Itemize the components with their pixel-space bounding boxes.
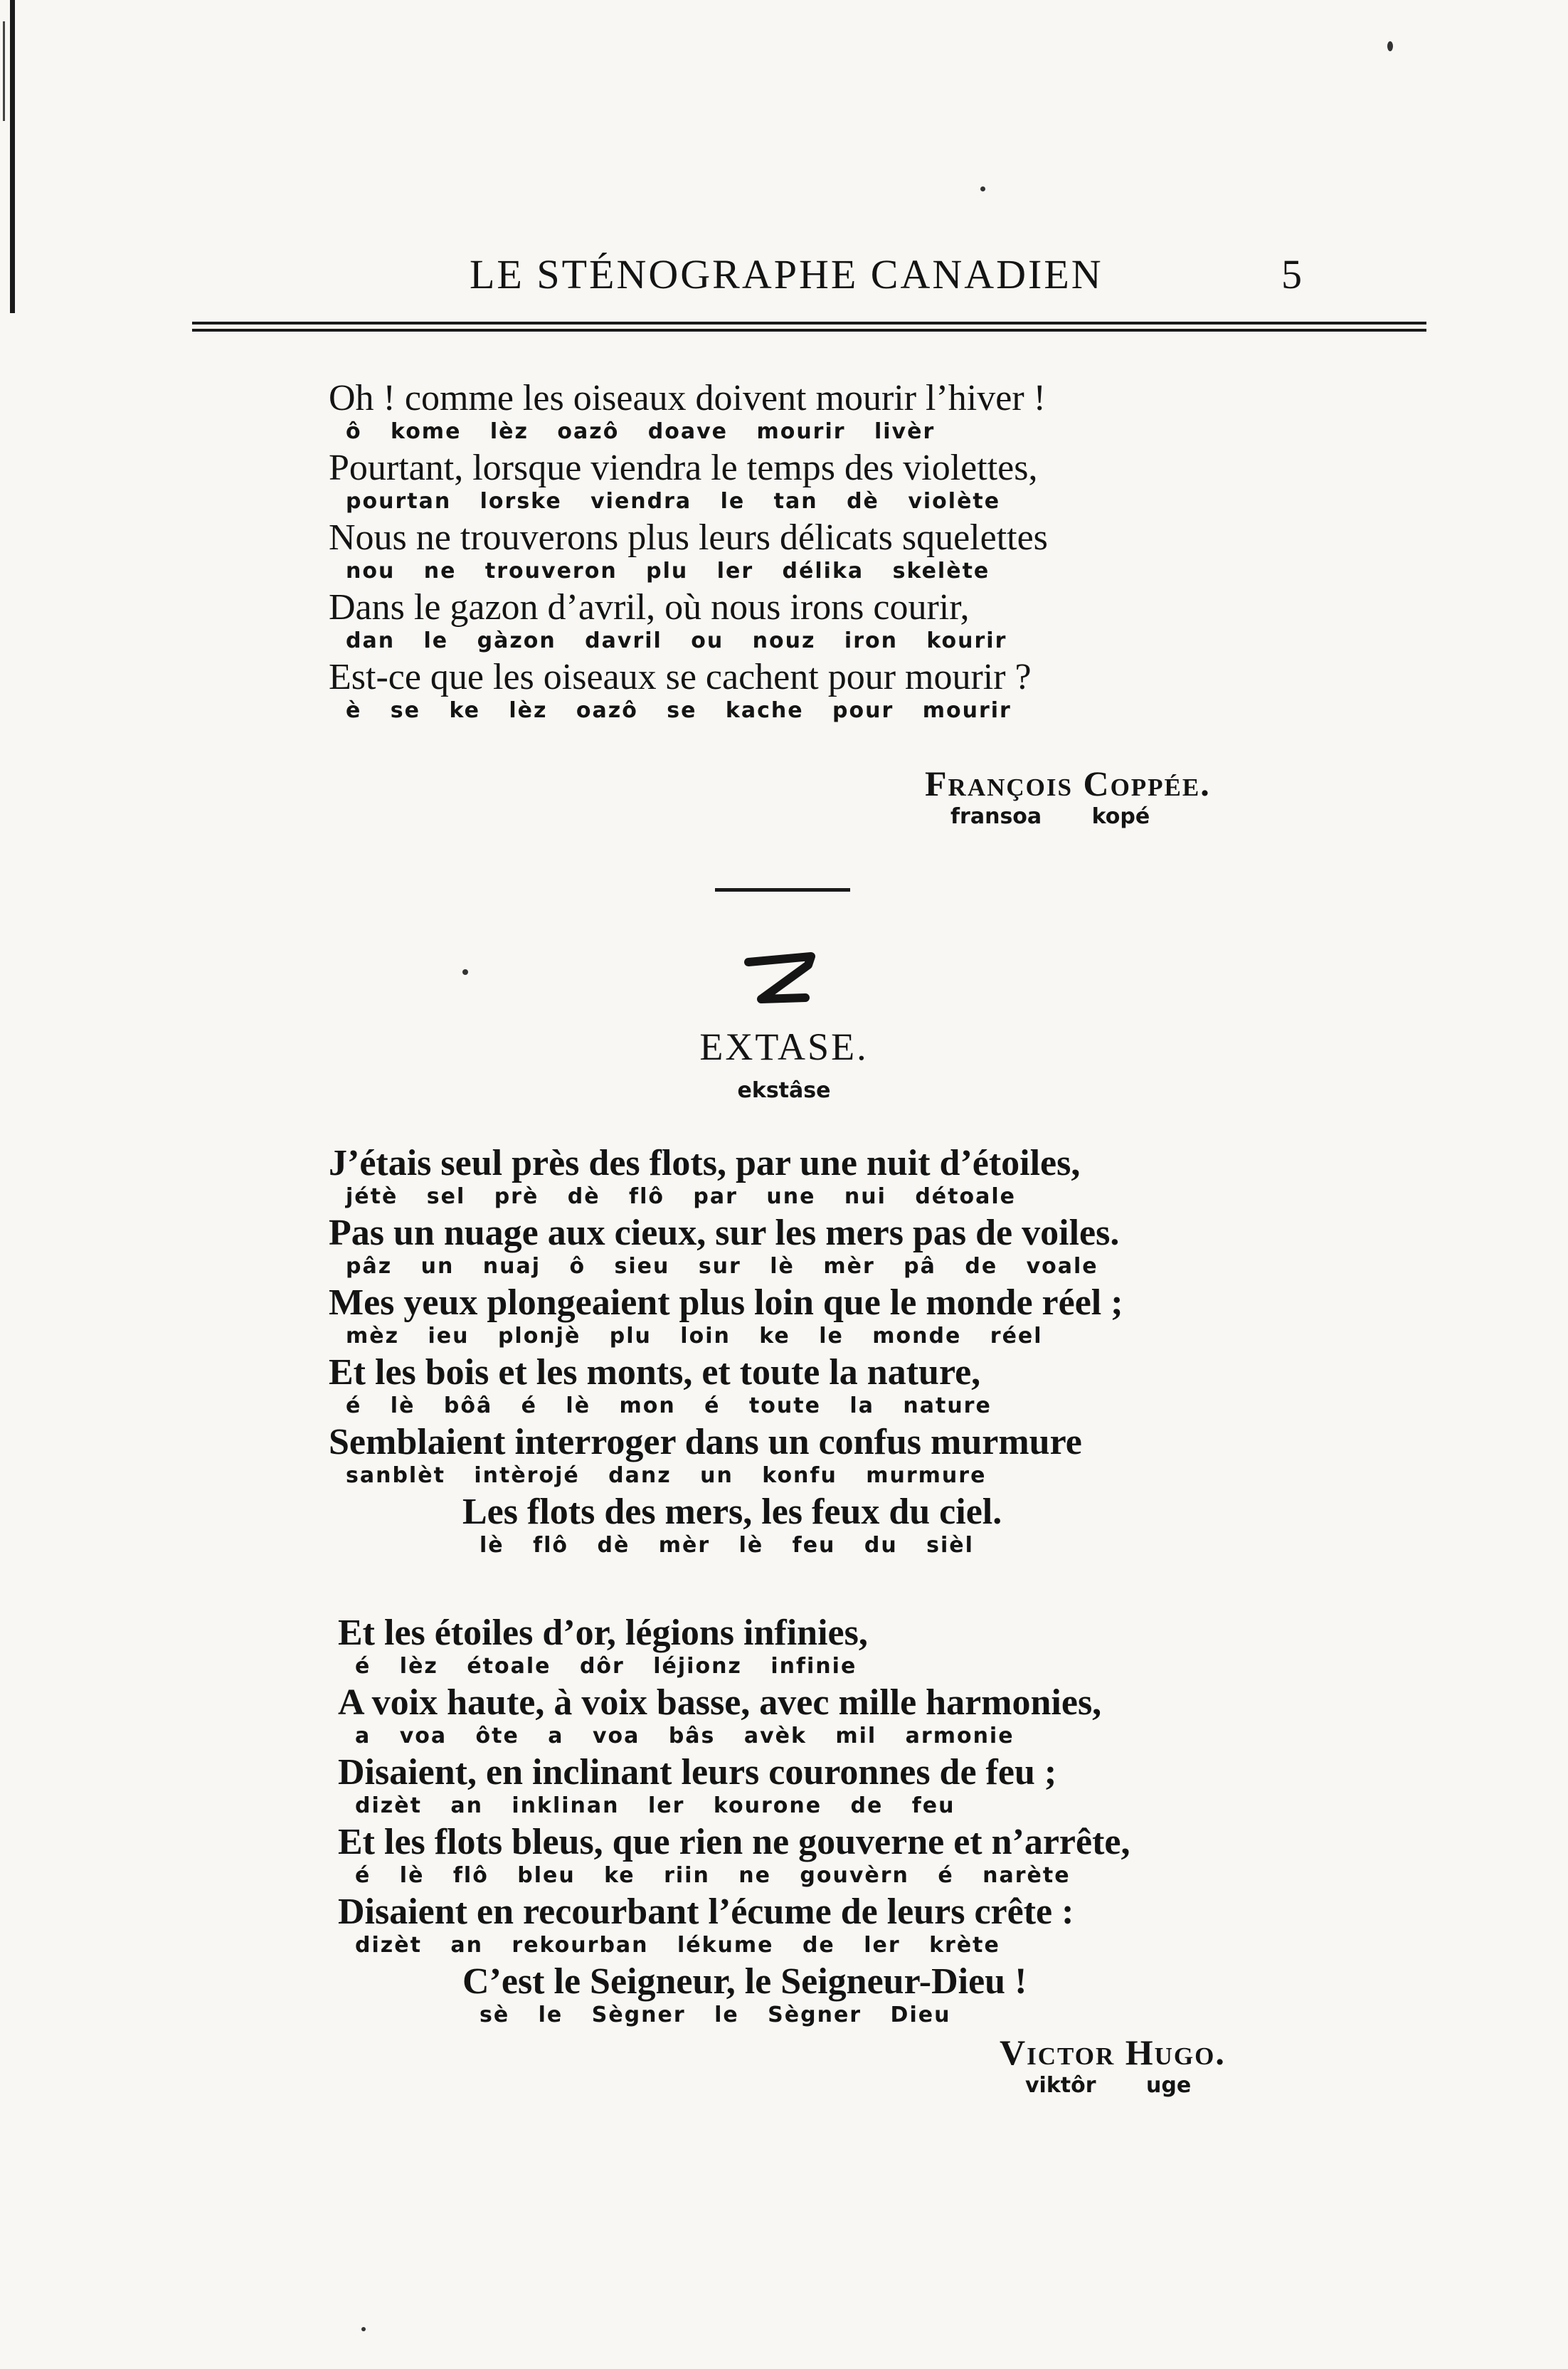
verse-line bbox=[462, 1961, 1027, 2027]
verse-line bbox=[338, 1751, 1056, 1818]
verse-text: Et les flots bleus, que rien ne gouverne et n’arrête, bbox=[338, 1822, 1130, 1862]
verse-line bbox=[338, 1612, 868, 1679]
author-phonetic: viktôr uge bbox=[1025, 2073, 1192, 2098]
verse-line bbox=[329, 377, 1046, 444]
verse-phonetic: jétè sel prè dè flô par une nui détoale bbox=[346, 1184, 1016, 1209]
verse-text: Est-ce que les oiseaux se cachent pour mourir ? bbox=[329, 657, 1032, 697]
verse-text: Nous ne trouverons plus leurs délicats squelettes bbox=[329, 517, 1048, 558]
verse-text: Oh ! comme les oiseaux doivent mourir l’hiver ! bbox=[329, 378, 1046, 418]
verse-phonetic: dizèt an inklinan ler kourone de feu bbox=[355, 1793, 955, 1818]
verse-phonetic: mèz ieu plonjè plu loin ke le monde réel bbox=[346, 1324, 1043, 1349]
author-phonetic: fransoa kopé bbox=[950, 804, 1150, 829]
verse-text: Pourtant, lorsque viendra le temps des violettes, bbox=[329, 448, 1038, 488]
author-signature bbox=[1000, 2032, 1226, 2098]
shorthand-numeral-glyph bbox=[740, 946, 825, 1011]
verse-phonetic: nou ne trouveron plu ler délika skelète bbox=[346, 559, 990, 584]
margin-rule bbox=[10, 0, 15, 313]
verse-text: Mes yeux plongeaient plus loin que le monde réel ; bbox=[329, 1282, 1123, 1323]
verse-text: Et les étoiles d’or, légions infinies, bbox=[338, 1613, 868, 1653]
verse-line bbox=[329, 447, 1037, 514]
verse-phonetic: pâz un nuaj ô sieu sur lè mèr pâ de voale bbox=[346, 1254, 1098, 1279]
verse-text: A voix haute, à voix basse, avec mille harmonies, bbox=[338, 1682, 1102, 1723]
page-number: 5 bbox=[1281, 251, 1302, 297]
author-signature bbox=[925, 763, 1211, 829]
verse-phonetic: ô kome lèz oazô doave mourir livèr bbox=[346, 419, 936, 444]
verse-text: Semblaient interroger dans un confus murmure bbox=[329, 1422, 1082, 1462]
section-title: EXTASE. bbox=[699, 1025, 869, 1068]
verse-text: Disaient en recourbant l’écume de leurs crête : bbox=[338, 1891, 1074, 1932]
verse-line bbox=[329, 656, 1032, 723]
verse-line bbox=[462, 1491, 1002, 1558]
verse-line bbox=[329, 1142, 1080, 1209]
verse-text: Les flots des mers, les feux du ciel. bbox=[462, 1492, 1002, 1532]
verse-text: Dans le gazon d’avril, où nous irons courir, bbox=[329, 587, 970, 628]
verse-text: J’étais seul près des flots, par une nuit d’étoiles, bbox=[329, 1143, 1081, 1183]
verse-line bbox=[329, 1421, 1082, 1488]
scan-speck bbox=[462, 969, 468, 975]
scan-speck bbox=[361, 2327, 366, 2331]
verse-phonetic: pourtan lorske viendra le tan dè violète bbox=[346, 489, 1001, 514]
verse-line bbox=[329, 517, 1048, 584]
verse-phonetic: sanblèt intèrojé danz un konfu murmure bbox=[346, 1463, 987, 1488]
running-title: LE STÉNOGRAPHE CANADIEN bbox=[470, 251, 1103, 297]
verse-line bbox=[338, 1682, 1101, 1748]
scan-speck bbox=[980, 186, 985, 191]
author-name: Victor Hugo. bbox=[1000, 2032, 1226, 2072]
verse-text: Et les bois et les monts, et toute la nature, bbox=[329, 1352, 981, 1393]
verse-phonetic: é lè flô bleu ke riin ne gouvèrn é narète bbox=[355, 1863, 1071, 1888]
verse-line bbox=[329, 586, 1007, 653]
verse-phonetic: lè flô dè mèr lè feu du sièl bbox=[480, 1533, 974, 1558]
verse-text: C’est le Seigneur, le Seigneur-Dieu ! bbox=[462, 1961, 1027, 2002]
header-rule bbox=[192, 322, 1426, 325]
verse-phonetic: sè le Sègner le Sègner Dieu bbox=[480, 2003, 951, 2027]
verse-phonetic: é lèz étoale dôr léjionz infinie bbox=[355, 1654, 857, 1679]
verse-line bbox=[329, 1212, 1119, 1279]
section-number: 7 bbox=[740, 946, 741, 947]
margin-rule bbox=[3, 21, 5, 121]
verse-phonetic: dan le gàzon davril ou nouz iron kourir bbox=[346, 628, 1007, 653]
verse-line bbox=[338, 1821, 1130, 1888]
verse-line bbox=[329, 1351, 992, 1418]
scan-speck bbox=[1387, 41, 1393, 51]
header-rule bbox=[192, 329, 1426, 332]
verse-text: Disaient, en inclinant leurs couronnes de feu ; bbox=[338, 1752, 1057, 1793]
verse-text: Pas un nuage aux cieux, sur les mers pas de voiles. bbox=[329, 1213, 1120, 1253]
section-divider bbox=[715, 888, 850, 892]
verse-phonetic: dizèt an rekourban lékume de ler krète bbox=[355, 1933, 1000, 1958]
verse-line bbox=[329, 1282, 1123, 1349]
page-header bbox=[192, 250, 1302, 300]
section-title-phonetic: ekstâse bbox=[737, 1078, 831, 1103]
author-name: François Coppée. bbox=[925, 764, 1211, 803]
verse-phonetic: é lè bôâ é lè mon é toute la nature bbox=[346, 1393, 992, 1418]
verse-line bbox=[338, 1891, 1074, 1958]
verse-phonetic: a voa ôte a voa bâs avèk mil armonie bbox=[355, 1724, 1015, 1748]
verse-phonetic: è se ke lèz oazô se kache pour mourir bbox=[346, 698, 1012, 723]
